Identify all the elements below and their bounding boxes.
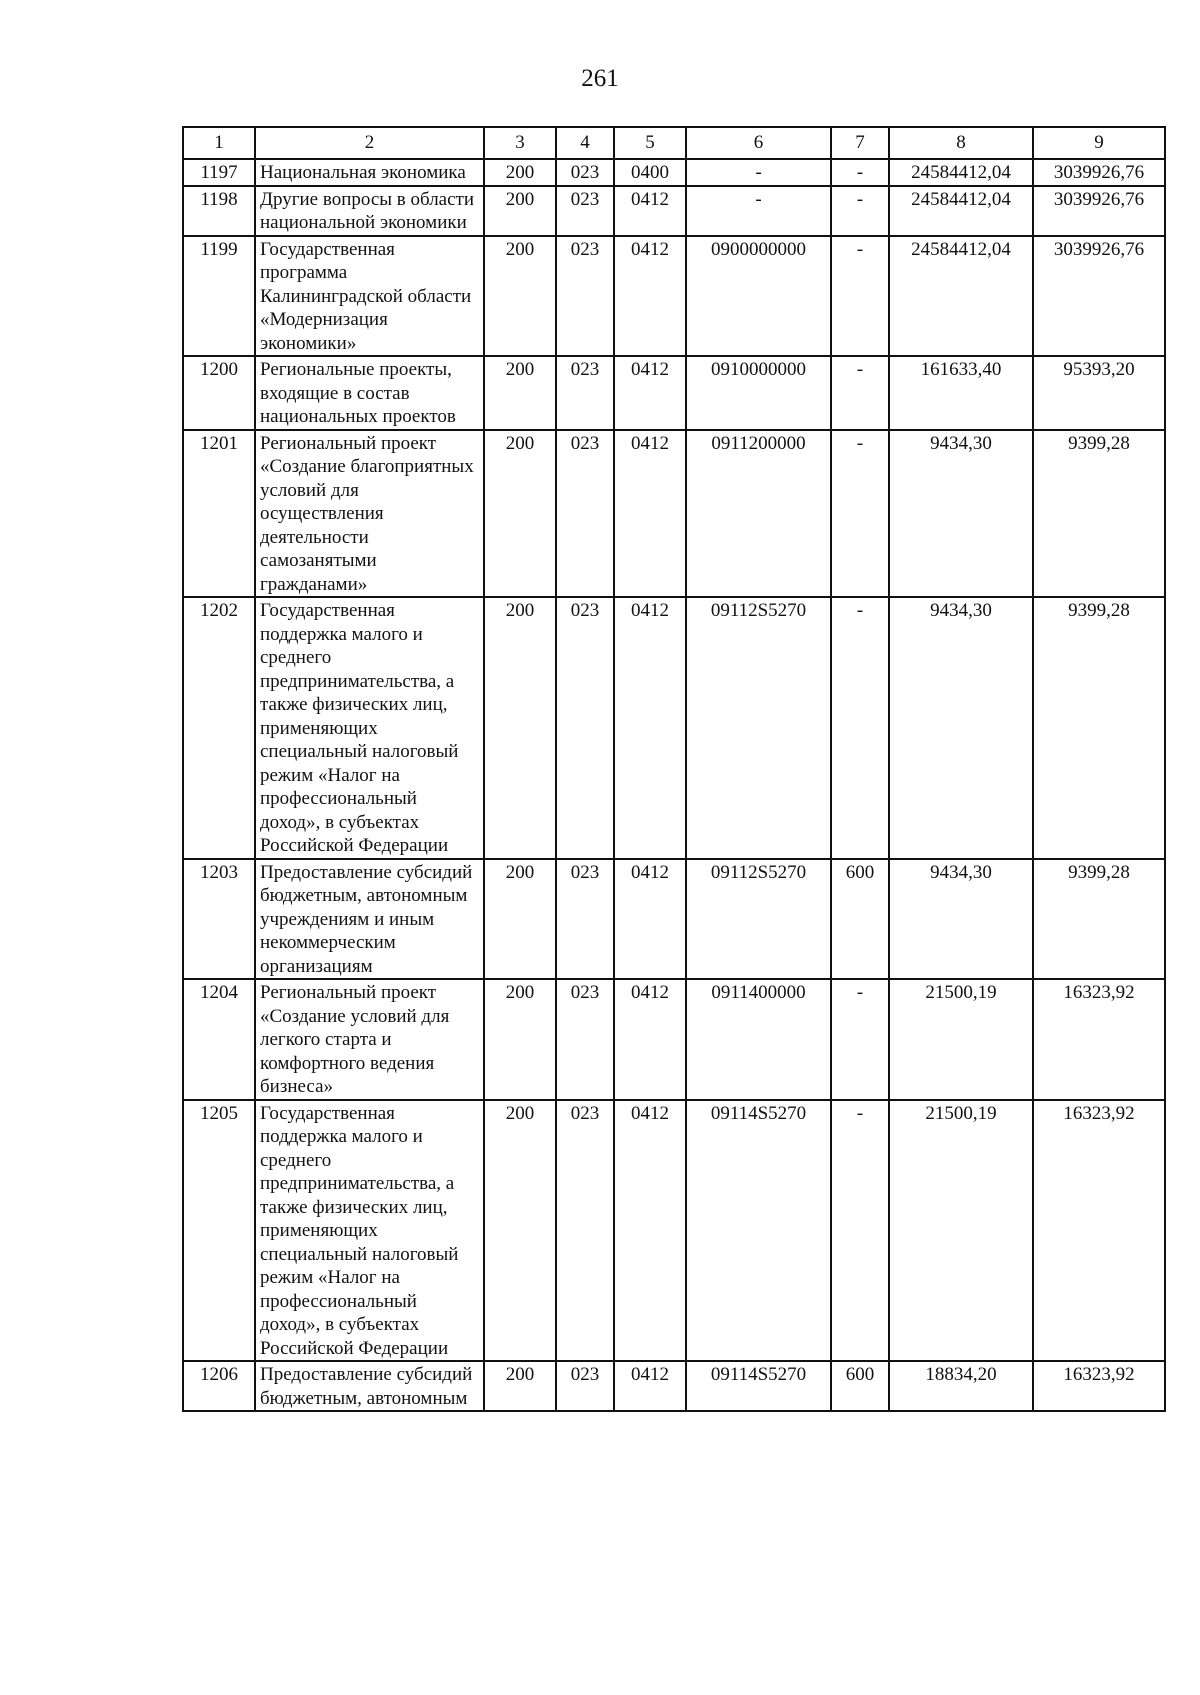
row-col8: 9434,30 [889,430,1033,598]
row-col7: - [831,597,889,859]
row-col6: 09112S5270 [686,597,831,859]
row-col7: - [831,356,889,430]
row-col7: - [831,159,889,186]
table-row [183,1100,1165,1362]
header-cell-1: 1 [183,127,255,159]
row-number: 1199 [183,236,255,357]
header-row [183,127,1165,159]
row-col3: 200 [484,159,556,186]
header-cell-3: 3 [484,127,556,159]
row-col4: 023 [556,356,614,430]
row-col3: 200 [484,356,556,430]
row-number: 1200 [183,356,255,430]
row-col5: 0400 [614,159,686,186]
row-col4: 023 [556,1361,614,1411]
row-col9: 3039926,76 [1033,186,1165,236]
row-number: 1198 [183,186,255,236]
table-row [183,159,1165,186]
row-col4: 023 [556,159,614,186]
row-name: Другие вопросы в области национальной экономики [255,186,484,236]
row-col8: 9434,30 [889,859,1033,980]
header-cell-4: 4 [556,127,614,159]
row-col7: - [831,1100,889,1362]
row-col3: 200 [484,186,556,236]
row-col5: 0412 [614,236,686,357]
row-col5: 0412 [614,186,686,236]
row-col4: 023 [556,597,614,859]
row-col5: 0412 [614,430,686,598]
row-col8: 24584412,04 [889,186,1033,236]
row-col5: 0412 [614,859,686,980]
row-col3: 200 [484,597,556,859]
row-col9: 16323,92 [1033,1361,1165,1411]
header-cell-7: 7 [831,127,889,159]
row-col6: 0910000000 [686,356,831,430]
row-col8: 161633,40 [889,356,1033,430]
row-col8: 21500,19 [889,979,1033,1100]
row-col4: 023 [556,1100,614,1362]
row-col7: - [831,186,889,236]
row-col4: 023 [556,430,614,598]
row-col6: 09114S5270 [686,1100,831,1362]
row-col9: 9399,28 [1033,859,1165,980]
row-col9: 3039926,76 [1033,236,1165,357]
row-col7: - [831,236,889,357]
table-row [183,356,1165,430]
row-col5: 0412 [614,1100,686,1362]
row-col7: - [831,430,889,598]
row-col3: 200 [484,1361,556,1411]
table-row [183,1361,1165,1411]
row-col3: 200 [484,430,556,598]
row-col8: 9434,30 [889,597,1033,859]
row-number: 1202 [183,597,255,859]
row-col3: 200 [484,236,556,357]
row-number: 1201 [183,430,255,598]
row-col9: 95393,20 [1033,356,1165,430]
row-number: 1206 [183,1361,255,1411]
row-number: 1205 [183,1100,255,1362]
header-cell-2: 2 [255,127,484,159]
row-col9: 9399,28 [1033,597,1165,859]
row-col4: 023 [556,859,614,980]
header-cell-6: 6 [686,127,831,159]
row-col6: - [686,186,831,236]
row-col4: 023 [556,236,614,357]
row-col6: 09112S5270 [686,859,831,980]
row-col8: 18834,20 [889,1361,1033,1411]
table-row [183,430,1165,598]
row-col6: 0911200000 [686,430,831,598]
table-row [183,597,1165,859]
row-name: Национальная экономика [255,159,484,186]
row-number: 1197 [183,159,255,186]
row-col8: 24584412,04 [889,236,1033,357]
header-cell-9: 9 [1033,127,1165,159]
row-col3: 200 [484,1100,556,1362]
row-col4: 023 [556,979,614,1100]
row-name: Государственная поддержка малого и среднего предпринимательства, а также физических лиц, применяющих специальный налоговый режим «Налог на профессиональный доход», в субъектах Российской Федерации [255,1100,484,1362]
row-col5: 0412 [614,597,686,859]
row-col7: 600 [831,859,889,980]
row-col5: 0412 [614,356,686,430]
row-name: Региональные проекты, входящие в состав национальных проектов [255,356,484,430]
row-col8: 21500,19 [889,1100,1033,1362]
page-number: 261 [581,65,619,92]
table-row [183,859,1165,980]
row-col7: - [831,979,889,1100]
row-col5: 0412 [614,979,686,1100]
budget-table [182,126,1166,1412]
row-col9: 16323,92 [1033,979,1165,1100]
row-col4: 023 [556,186,614,236]
table-row [183,236,1165,357]
row-name: Региональный проект «Создание благоприятных условий для осуществления деятельности самозанятыми гражданами» [255,430,484,598]
row-name: Предоставление субсидий бюджетным, автономным учреждениям и иным некоммерческим организациям [255,859,484,980]
row-col9: 16323,92 [1033,1100,1165,1362]
row-col7: 600 [831,1361,889,1411]
row-col6: - [686,159,831,186]
table-row [183,979,1165,1100]
row-name: Региональный проект «Создание условий для легкого старта и комфортного ведения бизнеса» [255,979,484,1100]
row-col6: 09114S5270 [686,1361,831,1411]
row-col8: 24584412,04 [889,159,1033,186]
row-col3: 200 [484,859,556,980]
row-name: Государственная поддержка малого и среднего предпринимательства, а также физических лиц, применяющих специальный налоговый режим «Налог на профессиональный доход», в субъектах Российской Федерации [255,597,484,859]
row-col6: 0911400000 [686,979,831,1100]
row-col9: 9399,28 [1033,430,1165,598]
row-name: Государственная программа Калининградской области «Модернизация экономики» [255,236,484,357]
row-name: Предоставление субсидий бюджетным, автономным [255,1361,484,1411]
header-cell-5: 5 [614,127,686,159]
table-row [183,186,1165,236]
row-number: 1203 [183,859,255,980]
row-col5: 0412 [614,1361,686,1411]
row-number: 1204 [183,979,255,1100]
row-col3: 200 [484,979,556,1100]
header-cell-8: 8 [889,127,1033,159]
row-col6: 0900000000 [686,236,831,357]
row-col9: 3039926,76 [1033,159,1165,186]
